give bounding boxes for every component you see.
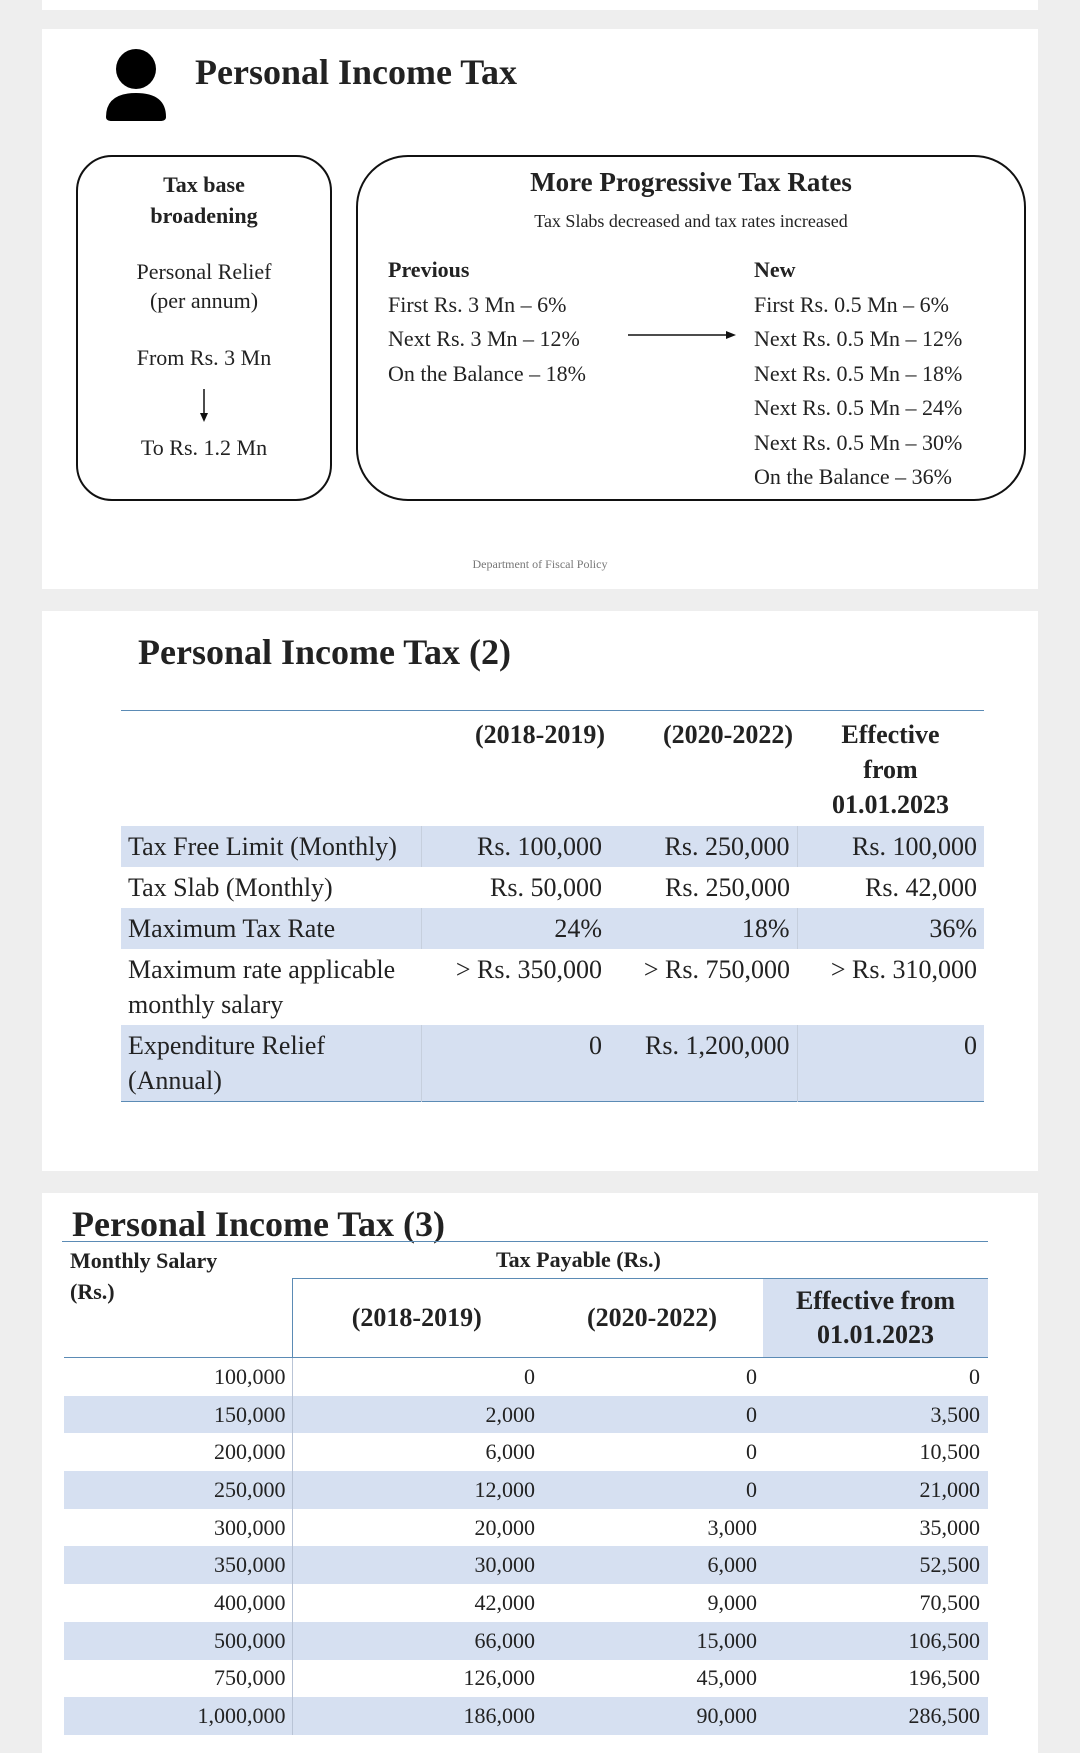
new-item: Next Rs. 0.5 Mn – 18% bbox=[754, 360, 963, 386]
salary-cell: 300,000 bbox=[64, 1509, 292, 1547]
new-item: Next Rs. 0.5 Mn – 30% bbox=[754, 429, 963, 455]
previous-item: Next Rs. 3 Mn – 12% bbox=[388, 326, 580, 351]
progressive-tax-rates-box bbox=[356, 155, 1026, 501]
table-row bbox=[121, 867, 984, 908]
title-divider bbox=[62, 1241, 988, 1242]
salary-cell: 200,000 bbox=[64, 1433, 292, 1471]
tax-cell: 126,000 bbox=[463, 1665, 535, 1691]
cell: 0 bbox=[797, 1025, 984, 1102]
cell: 24% bbox=[421, 908, 609, 949]
column-header: (2020-2022) bbox=[663, 720, 793, 749]
tax-cell: 35,000 bbox=[919, 1514, 980, 1540]
tax-cell: 3,000 bbox=[707, 1514, 757, 1540]
tax-cell: 286,500 bbox=[763, 1697, 988, 1735]
new-rates bbox=[754, 253, 962, 495]
previous-rates bbox=[388, 253, 586, 391]
tax-cell: 6,000 bbox=[541, 1546, 763, 1584]
cell: Rs. 1,200,000 bbox=[609, 1025, 797, 1102]
table-row bbox=[64, 1584, 988, 1622]
table-row bbox=[64, 1471, 988, 1509]
tax-cell: 20,000 bbox=[474, 1514, 535, 1540]
cell: Rs. 42,000 bbox=[865, 873, 977, 902]
tax-cell: 15,000 bbox=[541, 1622, 763, 1660]
new-label: New bbox=[754, 257, 796, 282]
column-header bbox=[121, 711, 421, 827]
person-icon bbox=[104, 49, 168, 121]
tax-cell: 70,500 bbox=[919, 1589, 980, 1615]
cell: Rs. 100,000 bbox=[421, 826, 609, 867]
row-label: Maximum rate applicable monthly salary bbox=[128, 955, 396, 1019]
box-heading: Tax base broadening bbox=[150, 172, 258, 228]
salary-cell: 250,000 bbox=[64, 1471, 292, 1509]
tax-cell: 0 bbox=[541, 1396, 763, 1434]
tax-cell: 196,500 bbox=[908, 1665, 980, 1691]
tax-cell: 186,000 bbox=[292, 1697, 541, 1735]
column-header: (2018-2019) bbox=[292, 1279, 541, 1358]
tax-cell: 0 bbox=[541, 1471, 763, 1509]
slide-title: Personal Income Tax bbox=[195, 52, 518, 92]
relief-from: From Rs. 3 Mn bbox=[136, 345, 272, 370]
slide-footer: Department of Fiscal Policy bbox=[472, 557, 608, 571]
tax-base-broadening-box bbox=[76, 155, 332, 501]
salary-cell: 100,000 bbox=[64, 1358, 292, 1396]
cell: 36% bbox=[797, 908, 984, 949]
tax-cell: 0 bbox=[969, 1363, 980, 1389]
tax-cell: 2,000 bbox=[292, 1396, 541, 1434]
table-body bbox=[64, 1358, 988, 1735]
slide-personal-income-tax-2 bbox=[42, 611, 1038, 1171]
tax-cell: 0 bbox=[746, 1439, 757, 1465]
tax-cell: 0 bbox=[746, 1363, 757, 1389]
personal-relief-label: Personal Relief (per annum) bbox=[136, 259, 272, 313]
new-item: Next Rs. 0.5 Mn – 12% bbox=[754, 326, 963, 351]
table-row bbox=[64, 1697, 988, 1735]
down-arrow-icon bbox=[197, 389, 211, 423]
column-header bbox=[64, 1279, 292, 1358]
slide-personal-income-tax bbox=[42, 29, 1038, 589]
tax-cell: 42,000 bbox=[474, 1589, 535, 1615]
tax-cell: 106,500 bbox=[763, 1622, 988, 1660]
box-heading: More Progressive Tax Rates bbox=[530, 167, 852, 197]
tax-cell: 52,500 bbox=[763, 1546, 988, 1584]
table-row bbox=[121, 908, 984, 949]
tax-cell: 90,000 bbox=[541, 1697, 763, 1735]
table-row bbox=[121, 1025, 984, 1102]
cell: > Rs. 750,000 bbox=[643, 955, 790, 984]
cell: Rs. 50,000 bbox=[490, 873, 602, 902]
table-row bbox=[64, 1358, 988, 1396]
salary-cell: 350,000 bbox=[64, 1546, 292, 1584]
row-label: Tax Free Limit (Monthly) bbox=[121, 826, 421, 867]
tax-cell: 10,500 bbox=[919, 1439, 980, 1465]
tax-cell: 30,000 bbox=[292, 1546, 541, 1584]
new-item: On the Balance – 36% bbox=[754, 464, 952, 489]
tax-payable-table bbox=[64, 1278, 988, 1735]
row-label: Maximum Tax Rate bbox=[121, 908, 421, 949]
tax-cell: 0 bbox=[524, 1363, 535, 1389]
slide-title: Personal Income Tax (3) bbox=[72, 1204, 445, 1244]
previous-item: On the Balance – 18% bbox=[388, 360, 586, 386]
column-header: Effective from 01.01.2023 bbox=[763, 1279, 988, 1358]
tax-cell: 9,000 bbox=[707, 1589, 757, 1615]
table-row bbox=[64, 1509, 988, 1547]
previous-label: Previous bbox=[388, 257, 470, 282]
table-row bbox=[121, 949, 984, 1025]
column-header: (2020-2022) bbox=[541, 1279, 763, 1358]
salary-cell: 150,000 bbox=[64, 1396, 292, 1434]
table-header-row bbox=[64, 1279, 988, 1358]
new-item: First Rs. 0.5 Mn – 6% bbox=[754, 291, 949, 317]
table-row bbox=[64, 1546, 988, 1584]
salary-cell: 1,000,000 bbox=[64, 1697, 292, 1735]
table-row bbox=[121, 826, 984, 867]
tax-cell: 21,000 bbox=[763, 1471, 988, 1509]
table-row bbox=[64, 1396, 988, 1434]
right-arrow-icon bbox=[628, 329, 736, 341]
slide-title: Personal Income Tax (2) bbox=[138, 632, 511, 672]
previous-slide-edge bbox=[42, 0, 1038, 10]
table-row bbox=[64, 1622, 988, 1660]
cell: Rs. 250,000 bbox=[609, 826, 797, 867]
slide-personal-income-tax-3 bbox=[42, 1193, 1038, 1753]
row-label: Tax Slab (Monthly) bbox=[128, 873, 333, 902]
tax-cell: 45,000 bbox=[696, 1665, 757, 1691]
tax-cell: 66,000 bbox=[292, 1622, 541, 1660]
cell: > Rs. 350,000 bbox=[455, 955, 602, 984]
cell: Rs. 100,000 bbox=[797, 826, 984, 867]
salary-cell: 400,000 bbox=[64, 1584, 292, 1622]
salary-cell: 500,000 bbox=[64, 1622, 292, 1660]
salary-cell: 750,000 bbox=[64, 1660, 292, 1698]
previous-item: First Rs. 3 Mn – 6% bbox=[388, 291, 567, 317]
relief-to: To Rs. 1.2 Mn bbox=[140, 435, 268, 460]
tax-cell: 3,500 bbox=[763, 1396, 988, 1434]
cell: 18% bbox=[609, 908, 797, 949]
table-row bbox=[64, 1660, 988, 1698]
table-row bbox=[64, 1433, 988, 1471]
tax-payable-label: Tax Payable (Rs.) bbox=[496, 1247, 661, 1272]
cell: 0 bbox=[421, 1025, 609, 1102]
row-label: Expenditure Relief (Annual) bbox=[121, 1025, 421, 1102]
tax-comparison-table bbox=[121, 710, 984, 1102]
new-item: Next Rs. 0.5 Mn – 24% bbox=[754, 395, 963, 420]
cell: Rs. 250,000 bbox=[665, 873, 790, 902]
monthly-salary-label: Monthly Salary (Rs.) bbox=[70, 1248, 218, 1304]
tax-cell: 6,000 bbox=[485, 1439, 535, 1465]
cell: > Rs. 310,000 bbox=[830, 955, 977, 984]
table-header-row bbox=[121, 711, 984, 827]
box-subheading: Tax Slabs decreased and tax rates increased bbox=[534, 211, 848, 231]
column-header: Effective from 01.01.2023 bbox=[832, 720, 949, 819]
tax-cell: 12,000 bbox=[292, 1471, 541, 1509]
column-header: (2018-2019) bbox=[475, 720, 605, 749]
